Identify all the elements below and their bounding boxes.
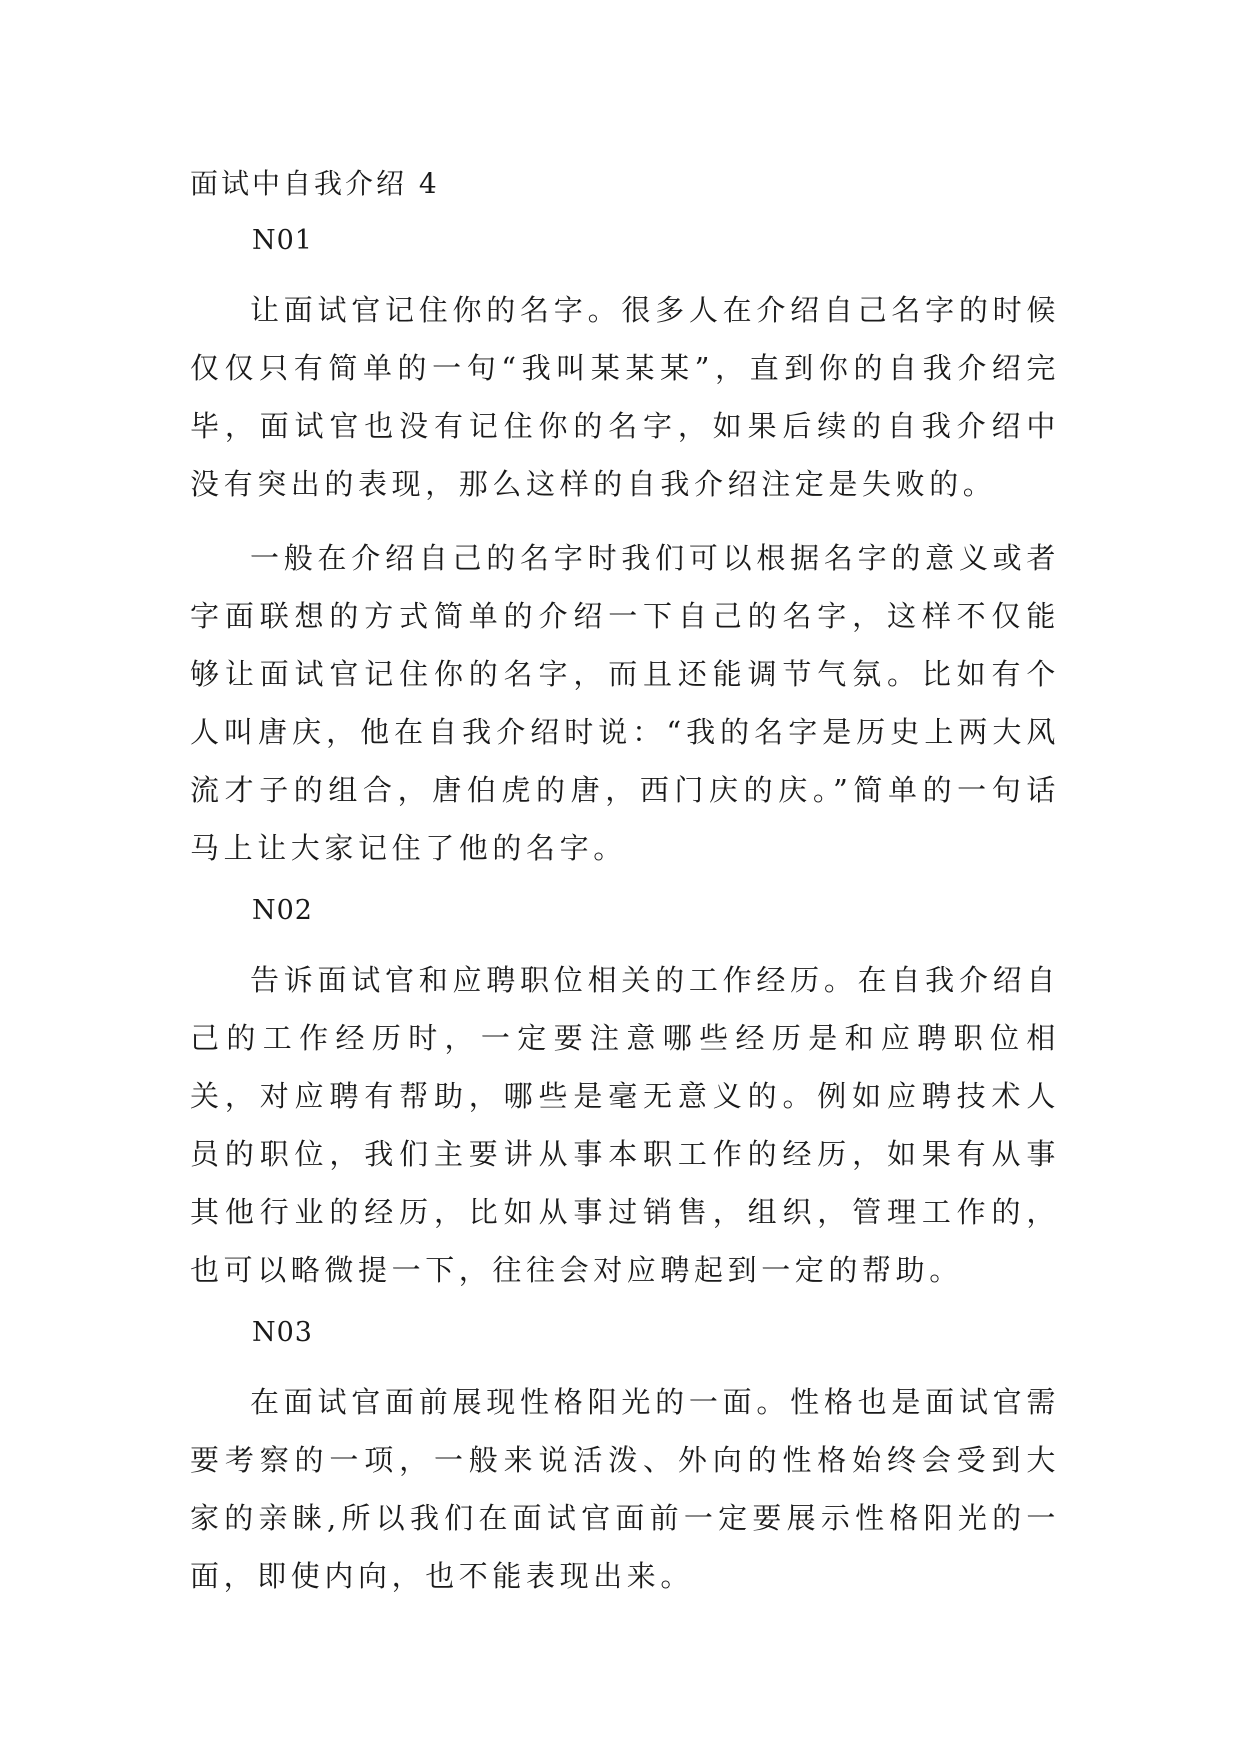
section-heading: N02 <box>252 895 313 926</box>
section-n02 <box>190 893 1060 1299</box>
section-heading: N03 <box>252 1317 313 1348</box>
document-body <box>190 165 1060 1621</box>
paragraph: 让面试官记住你的名字。很多人在介绍自己名字的时候仅仅只有简单的一句“我叫某某某”，直到你的自我介绍完毕，面试官也没有记住你的名字，如果后续的自我介绍中没有突出的表现，那么这样的自我介绍注定是失败的。 <box>190 293 1060 501</box>
paragraph: 在面试官面前展现性格阳光的一面。性格也是面试官需要考察的一项，一般来说活泼、外向的性格始终会受到大家的亲睐,所以我们在面试官面前一定要展示性格阳光的一面，即使内向，也不能表现出来。 <box>190 1385 1060 1593</box>
paragraph: 告诉面试官和应聘职位相关的工作经历。在自我介绍自己的工作经历时，一定要注意哪些经历是和应聘职位相关，对应聘有帮助，哪些是毫无意义的。例如应聘技术人员的职位，我们主要讲从事本职工作的经历，如果有从事其他行业的经历，比如从事过销售，组织，管理工作的，也可以略微提一下，往往会对应聘起到一定的帮助。 <box>190 963 1060 1287</box>
document-title: 面试中自我介绍 4 <box>190 167 440 200</box>
section-n01 <box>190 223 1060 877</box>
section-n03 <box>190 1315 1060 1605</box>
paragraph: 一般在介绍自己的名字时我们可以根据名字的意义或者字面联想的方式简单的介绍一下自己的名字，这样不仅能够让面试官记住你的名字，而且还能调节气氛。比如有个人叫唐庆，他在自我介绍时说：“我的名字是历史上两大风流才子的组合，唐伯虎的唐，西门庆的庆。”简单的一句话马上让大家记住了他的名字。 <box>190 541 1060 865</box>
section-heading: N01 <box>252 225 313 256</box>
